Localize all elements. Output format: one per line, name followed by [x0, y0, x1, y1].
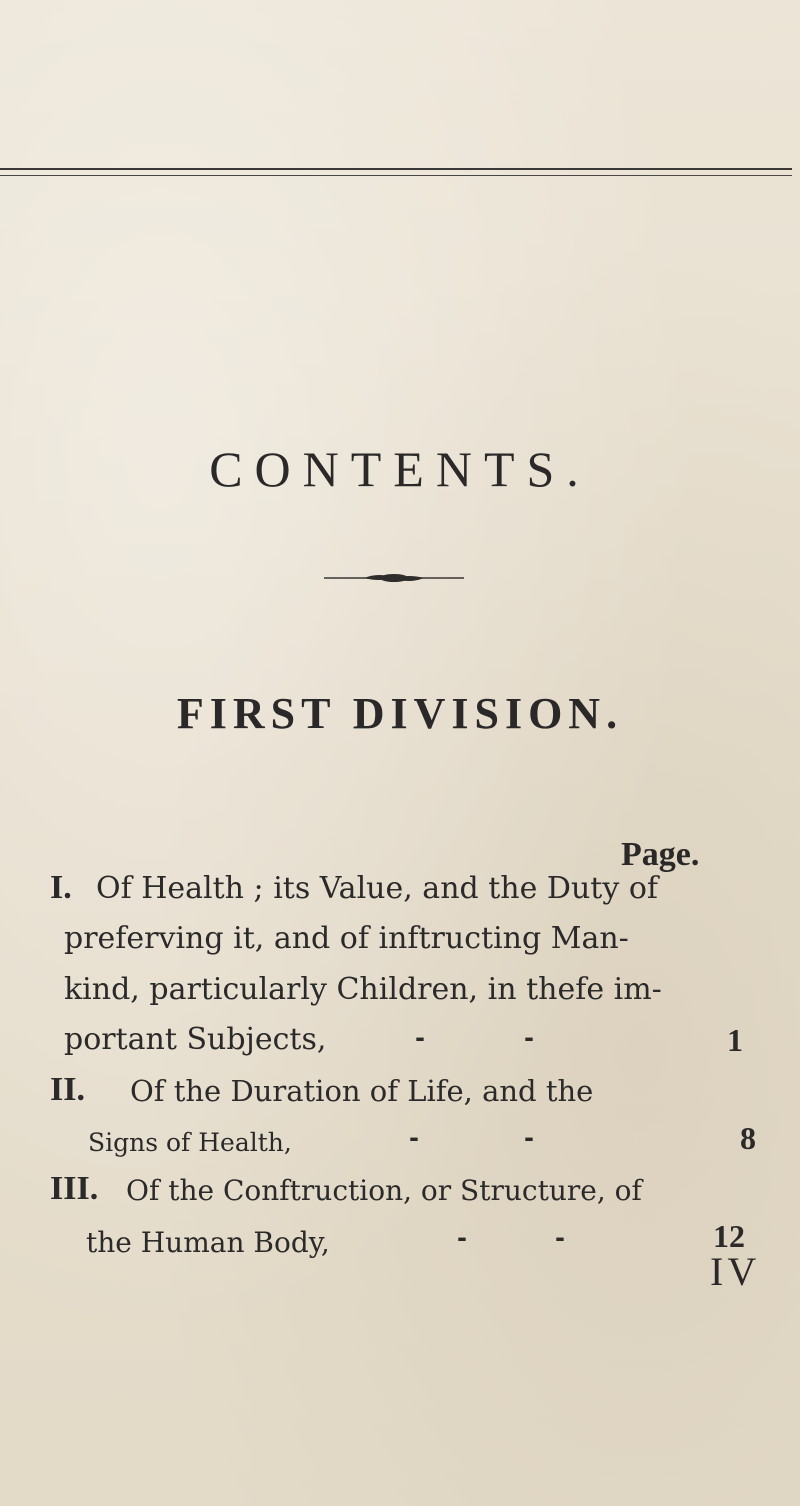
- entry-line: Of the Duration of Life, and the: [130, 1074, 594, 1108]
- leader-dash: -: [409, 1124, 419, 1152]
- ornament-divider: [324, 571, 464, 585]
- entry-page-number: 12: [713, 1218, 745, 1254]
- entry-numeral: III.: [50, 1170, 99, 1207]
- leader-dash: -: [524, 1124, 534, 1152]
- entry-page-number: 8: [740, 1120, 756, 1156]
- top-rule: [0, 168, 792, 170]
- contents-heading: CONTENTS.: [209, 441, 591, 497]
- entry-page-number: 1: [727, 1022, 743, 1058]
- entry-numeral: I.: [50, 869, 72, 906]
- leader-dash: -: [457, 1224, 467, 1252]
- division-title: FIRST DIVISION.: [176, 689, 624, 738]
- entry-line: preferving it, and of inftructing Man-: [64, 921, 629, 956]
- entry-line: kind, particularly Children, in thefe im-: [64, 972, 662, 1007]
- leader-dash: -: [555, 1224, 565, 1252]
- entry-line: Signs of Health,: [88, 1128, 292, 1157]
- signature-mark: IV: [710, 1249, 761, 1294]
- entry-numeral: II.: [50, 1071, 85, 1108]
- entry-line: Of the Conftruction, or Structure, of: [126, 1174, 642, 1207]
- entry-line: Of Health ; its Value, and the Duty of: [96, 871, 659, 906]
- page-column-label: Page.: [621, 836, 700, 873]
- leader-dash: -: [524, 1024, 534, 1052]
- top-rule-secondary: [0, 175, 792, 176]
- entry-line: portant Subjects,: [64, 1022, 327, 1057]
- entry-line: the Human Body,: [86, 1226, 330, 1259]
- leader-dash: -: [415, 1024, 425, 1052]
